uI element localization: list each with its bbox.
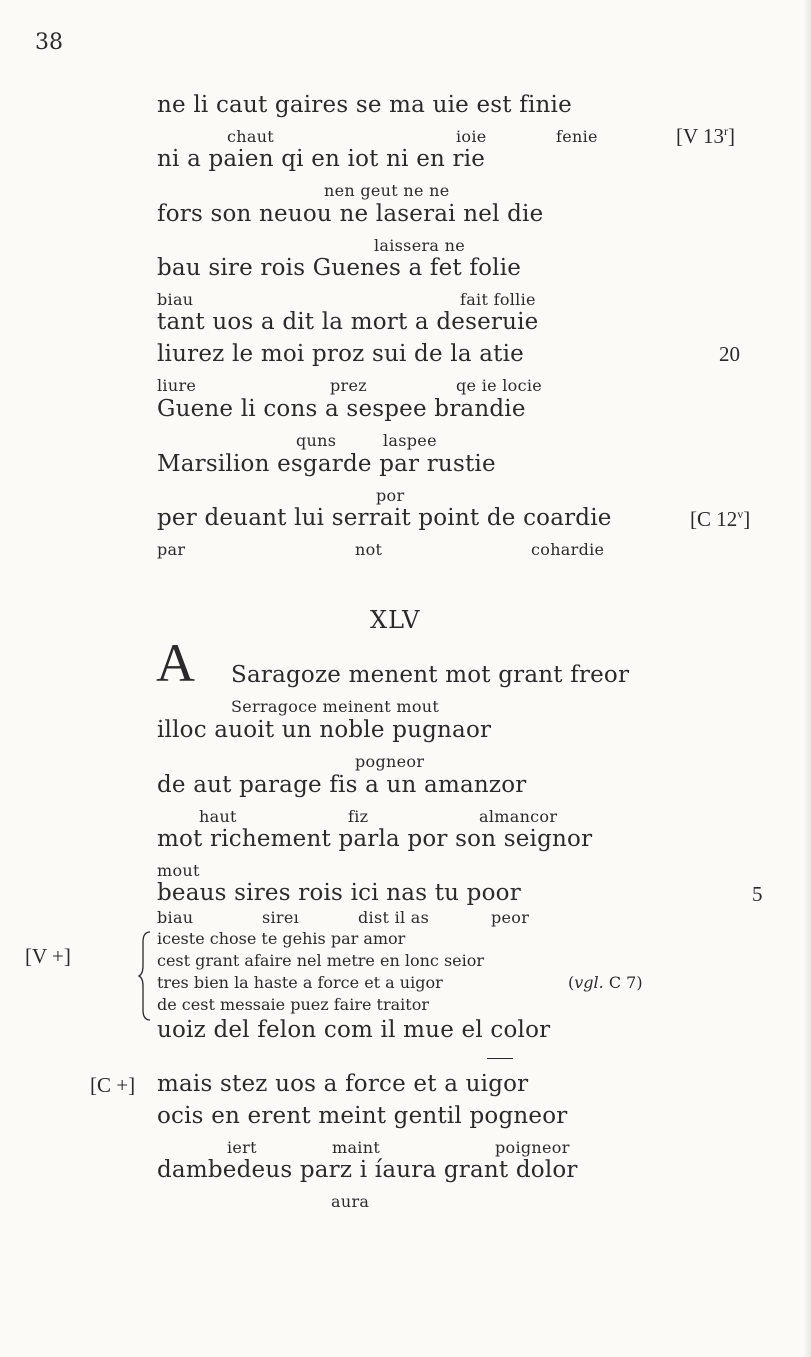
variant: haut <box>199 807 237 826</box>
verse-line-a1: Saragoze menent mot grant freor <box>231 662 630 688</box>
margin-ref-c-plus: [C +] <box>90 1073 136 1097</box>
verse-line-a5: beaus sires rois ici nas tu poor <box>157 880 521 906</box>
variant: quns <box>296 431 337 450</box>
variant: pogneor <box>355 752 425 771</box>
variant: prez <box>330 376 367 395</box>
variant: sireı <box>262 908 300 927</box>
verse-line-6: liurez le moi proz sui de la atie <box>157 341 524 367</box>
verse-line-4: bau sire rois Guenes a fet folie <box>157 255 522 281</box>
verse-line-2: ni a paien qi en iot ni en rie <box>157 146 486 172</box>
variant: laissera ne <box>374 236 466 255</box>
section-heading: XLV <box>370 606 421 634</box>
variant: almancor <box>479 807 558 826</box>
variant: Serragoce meinent mout <box>231 697 440 716</box>
verse-line-c2: ocis en erent meint gentil pogneor <box>157 1103 568 1129</box>
variant: aura <box>331 1192 370 1211</box>
variant: poigneor <box>495 1138 570 1157</box>
verse-line-a2: illoc auoit un noble pugnaor <box>157 717 492 743</box>
variant: chaut <box>227 127 275 146</box>
margin-ref-v-plus: [V +] <box>25 944 71 968</box>
page-number: 38 <box>35 30 63 55</box>
interpolated-line: iceste chose te gehis par amor <box>157 929 406 948</box>
variant: dist il as <box>358 908 430 927</box>
curly-brace <box>138 930 154 1022</box>
manuscript-ref-v13r: [V 13$^r$] <box>676 124 736 148</box>
manuscript-ref-c12v: [C 12$^v$] <box>690 507 751 531</box>
page-edge-shadow <box>803 0 811 1357</box>
variant: iert <box>227 1138 257 1157</box>
verse-line-a3: de aut parage fis a un amanzor <box>157 772 527 798</box>
verse-line-9: per deuant lui serrait point de coardie <box>157 505 612 531</box>
variant: maint <box>332 1138 381 1157</box>
verse-line-8: Marsilion esgarde par rustie <box>157 451 496 477</box>
verse-line-1: ne li caut gaires se ma uie est finie <box>157 92 572 118</box>
variant: liure <box>157 376 197 395</box>
variant: par <box>157 540 186 559</box>
variant: ioie <box>456 127 487 146</box>
cross-reference: (vgl. C 7) <box>568 973 643 992</box>
verse-line-a6: uoiz del felon com il mue el color <box>157 1017 551 1043</box>
drop-cap: A <box>156 633 195 693</box>
variant: mout <box>157 861 200 880</box>
verse-line-a4: mot richement parla por son seignor <box>157 826 593 852</box>
line-number-5: 5 <box>752 882 763 906</box>
variant: peor <box>491 908 530 927</box>
variant: cohardie <box>531 540 605 559</box>
interpolated-line: cest grant afaire nel metre en lonc seior <box>157 951 485 970</box>
separator-dash <box>487 1058 513 1059</box>
interpolated-line: de cest messaie puez faire traitor <box>157 995 429 1014</box>
verse-line-c3: dambedeus parz i íaura grant dolor <box>157 1157 578 1183</box>
variant: laspee <box>383 431 437 450</box>
variant: por <box>376 486 405 505</box>
line-number-20: 20 <box>719 342 740 366</box>
variant: fenie <box>556 127 598 146</box>
variant: nen geut ne ne <box>324 181 450 200</box>
verse-line-7: Guene li cons a sespee brandie <box>157 396 526 422</box>
verse-line-c1: mais stez uos a force et a uigor <box>157 1071 529 1097</box>
verse-line-5: tant uos a dit la mort a deseruie <box>157 309 539 335</box>
variant: qe ie locie <box>456 376 543 395</box>
variant: biau <box>157 908 194 927</box>
verse-line-3: fors son neuou ne laserai nel die <box>157 201 544 227</box>
variant: fait follie <box>460 290 536 309</box>
interpolated-line: tres bien la haste a force et a uigor <box>157 973 443 992</box>
variant: not <box>355 540 383 559</box>
variant: fiz <box>348 807 369 826</box>
variant: biau <box>157 290 194 309</box>
